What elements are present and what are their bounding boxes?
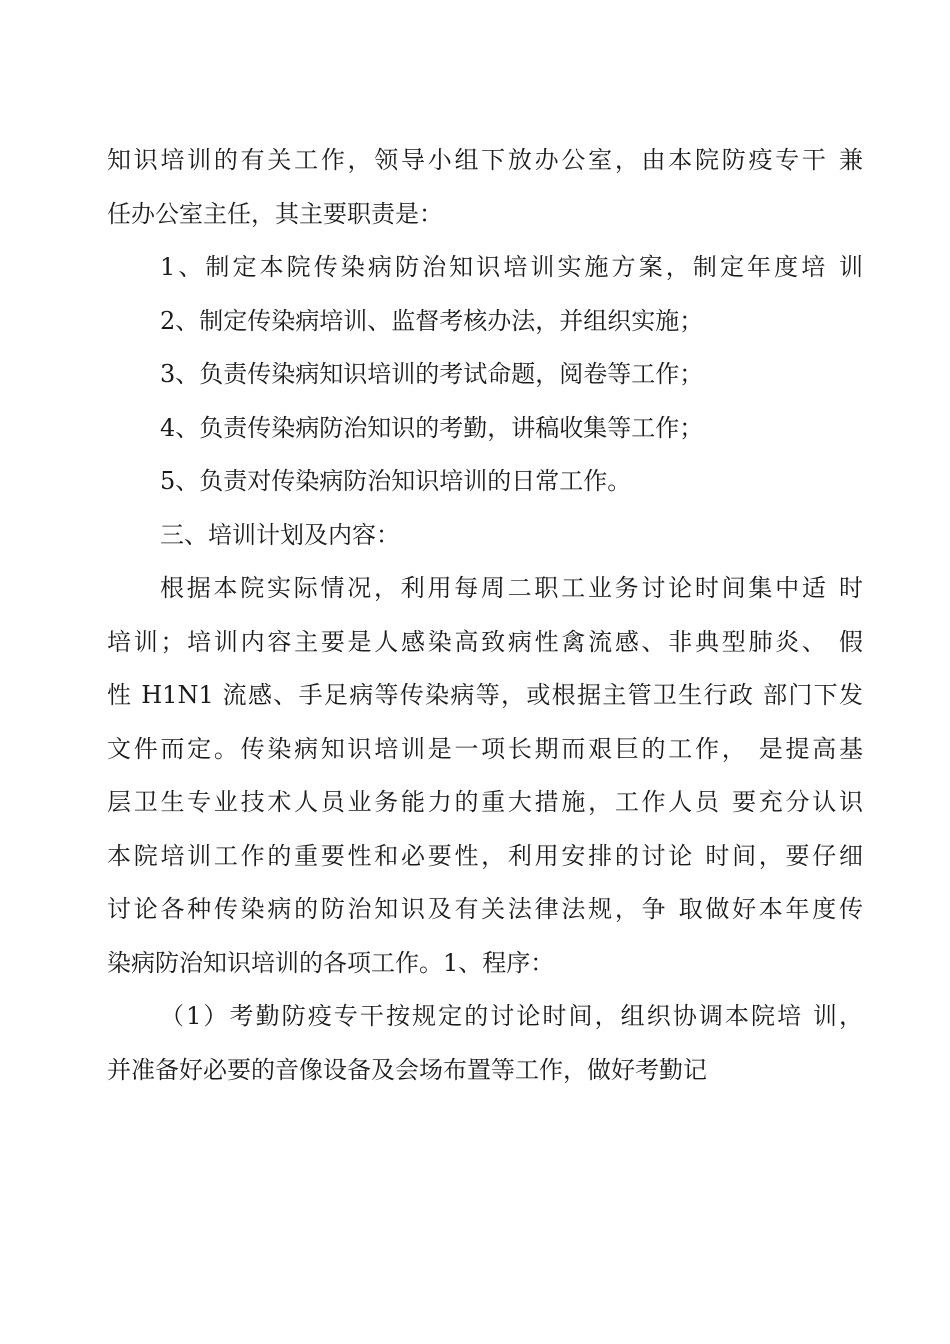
section-heading: 三、培训计划及内容：: [160, 520, 400, 549]
text-line: 培训；培训内容主要是人感染高致病性禽流感、非典型肺炎、 假: [107, 627, 863, 656]
text-line: 根据本院实际情况，利用每周二职工业务讨论时间集中适 时: [160, 574, 863, 602]
text-line: 1、制定本院传染病防治知识培训实施方案，制定年度培 训: [160, 253, 863, 281]
text-line: 本院培训工作的重要性和必要性，利用安排的讨论 时间，要仔细: [107, 841, 863, 870]
text-line: 知识培训的有关工作，领导小组下放办公室，由本院防疫专干 兼: [107, 146, 863, 174]
text-line: 性 H1N1 流感、手足病等传染病等，或根据主管卫生行政 部门下发: [107, 681, 863, 709]
text-line: 讨论各种传染病的防治知识及有关法律法规，争 取做好本年度传: [107, 895, 863, 923]
text-line: 2、制定传染病培训、监督考核办法，并组织实施；: [160, 306, 704, 335]
text-line: 文件而定。传染病知识培训是一项长期而艰巨的工作， 是提高基: [107, 734, 863, 763]
text-line: 4、负责传染病防治知识的考勤，讲稿收集等工作；: [160, 413, 704, 442]
document-body: [107, 134, 863, 1097]
text-line: 并准备好必要的音像设备及会场布置等工作，做好考勤记: [107, 1055, 707, 1084]
text-line: 层卫生专业技术人员业务能力的重大措施，工作人员 要充分认识: [107, 788, 863, 816]
text-line: 染病防治知识培训的各项工作。1、程序：: [107, 948, 555, 977]
text-line: 任办公室主任，其主要职责是：: [107, 199, 443, 228]
text-line: 3、负责传染病知识培训的考试命题，阅卷等工作；: [160, 360, 704, 388]
text-line: 5、负责对传染病防治知识培训的日常工作。: [160, 467, 632, 495]
text-line: （1）考勤防疫专干按规定的讨论时间，组织协调本院培 训，: [160, 1002, 863, 1030]
